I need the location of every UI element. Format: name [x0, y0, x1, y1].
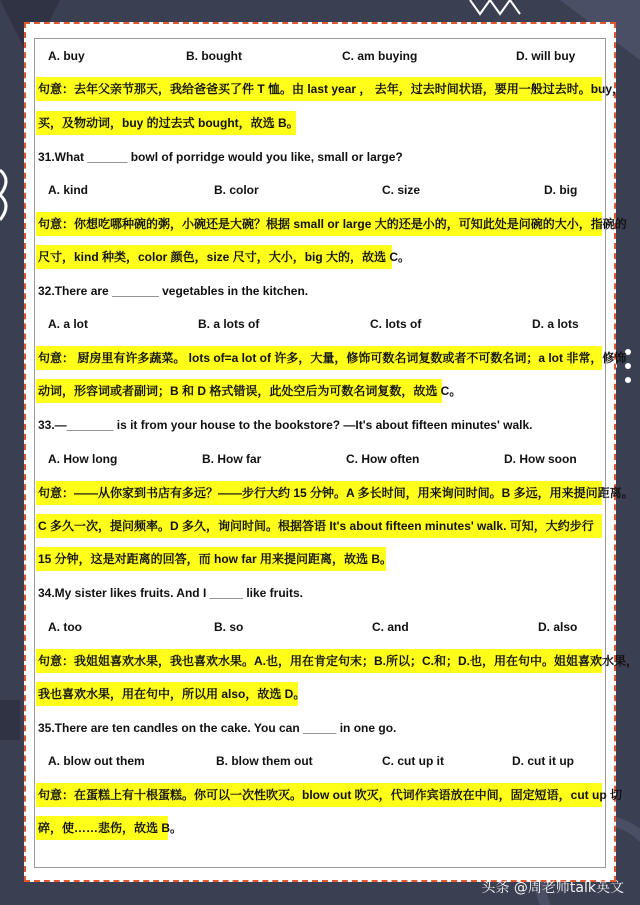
q31-option-c: C. size: [382, 183, 421, 197]
q32-question: 32.There are _______ vegetables in the kitchen.: [38, 284, 309, 298]
q30-explanation-line-1: 句意：去年父亲节那天，我给爸爸买了件 T 恤。由 last year ， 去年，过去时间状语，要用一般过去时。buy，: [38, 82, 625, 96]
q35-option-a: A. blow out them: [48, 754, 145, 768]
q33-explanation-line-3: 15 分钟，这是对距离的回答，而 how far 用来提问距离，故选 B。: [38, 552, 393, 566]
q35-option-b: B. blow them out: [216, 754, 313, 768]
q32-explanation-line-1: 句意： 厨房里有许多蔬菜。 lots of=a lot of 许多，大量，修饰可数名词复数或者不可数名词；a lot 非常，修饰: [38, 351, 627, 365]
q34-option-d: D. also: [538, 620, 578, 634]
q34-explanation-line-2: 我也喜欢水果，用在句中，所以用 also，故选 D。: [38, 687, 306, 701]
q32-option-d: D. a lots: [532, 317, 579, 331]
q33-question: 33.—_______ is it from your house to the bookstore? —It's about fifteen minutes' walk.: [38, 418, 533, 432]
q31-explanation-line-2: 尺寸，kind 种类，color 颜色，size 尺寸，大小，big 大的，故选 C。: [38, 250, 411, 264]
q30-explanation-line-2: 买，及物动词，buy 的过去式 bought，故选 B。: [38, 116, 299, 130]
q30-option-d: D. will buy: [516, 49, 576, 63]
q31-option-b: B. color: [214, 183, 259, 197]
q32-option-a: A. a lot: [48, 317, 89, 331]
q31-option-a: A. kind: [48, 183, 89, 197]
q34-explanation-line-1: 句意：我姐姐喜欢水果，我也喜欢水果。A.也，用在肯定句末；B.所以；C.和；D.也，用在句中。姐姐喜欢水果，: [38, 654, 639, 668]
q34-question: 34.My sister likes fruits. And I _____ like fruits.: [38, 586, 304, 600]
q35-question: 35.There are ten candles on the cake. You can _____ in one go.: [38, 721, 397, 735]
watermark-text: 头条 @周老师talk英文: [481, 880, 624, 896]
q34-option-b: B. so: [214, 620, 244, 634]
q30-option-b: B. bought: [186, 49, 242, 63]
q31-question: 31.What ______ bowl of porridge would you like, small or large?: [38, 150, 403, 164]
q32-option-b: B. a lots of: [198, 317, 260, 331]
q31-option-d: D. big: [544, 183, 578, 197]
q35-explanation-line-2: 碎，使……悲伤，故选 B。: [38, 821, 183, 835]
q33-explanation-line-1: 句意：——从你家到书店有多远？——步行大约 15 分钟。A 多长时间，用来询问时间。B 多远，用来提问距离。: [38, 486, 634, 500]
q33-option-d: D. How soon: [504, 452, 577, 466]
q33-option-c: C. How often: [346, 452, 420, 466]
q30-option-a: A. buy: [48, 49, 85, 63]
q35-option-c: C. cut up it: [382, 754, 444, 768]
q33-option-b: B. How far: [202, 452, 262, 466]
q34-option-c: C. and: [372, 620, 409, 634]
q32-explanation-line-2: 动词，形容词或者副词；B 和 D 格式错误，此处空后为可数名词复数，故选 C。: [38, 384, 462, 398]
q35-option-d: D. cut it up: [512, 754, 574, 768]
q31-explanation-line-1: 句意：你想吃哪种碗的粥，小碗还是大碗？根据 small or large 大的还是小的，可知此处是问碗的大小，指碗的: [38, 217, 627, 231]
q30-option-c: C. am buying: [342, 49, 418, 63]
q32-option-c: C. lots of: [370, 317, 422, 331]
q33-option-a: A. How long: [48, 452, 118, 466]
q35-explanation-line-1: 句意：在蛋糕上有十根蛋糕。你可以一次性吹灭。blow out 吹灭，代词作宾语放在中间，固定短语，cut up 切: [38, 788, 622, 802]
q33-explanation-line-2: C 多久一次，提问频率。D 多久，询问时间。根据答语 It's about fifteen minutes' walk. 可知，大约步行: [38, 519, 594, 533]
q34-option-a: A. too: [48, 620, 82, 634]
